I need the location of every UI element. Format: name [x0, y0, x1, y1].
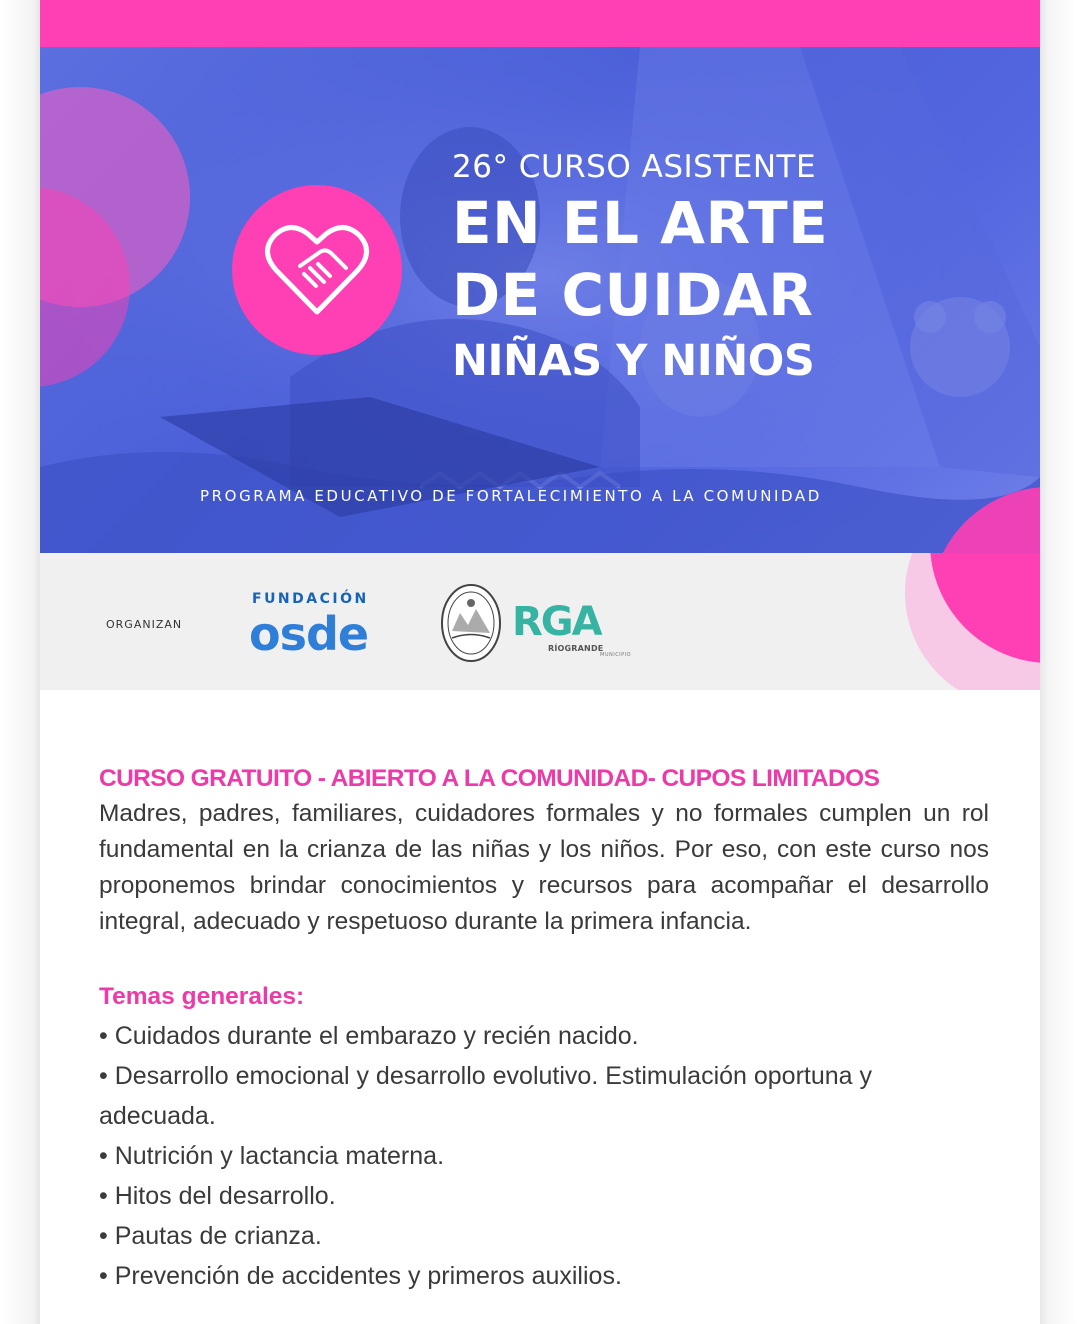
list-item: • Prevención de accidentes y primeros auxilios. — [99, 1256, 989, 1296]
osde-logo: osde — [249, 607, 369, 661]
flyer — [40, 0, 1040, 1324]
municipal-seal-icon — [440, 583, 502, 663]
organizers-band — [40, 553, 1040, 690]
osde-foundation-label: FUNDACIÓN — [252, 591, 369, 607]
heart-logo-circle — [232, 185, 402, 355]
list-item: • Hitos del desarrollo. — [99, 1176, 989, 1216]
topics-list — [99, 1016, 989, 1296]
list-item: • Desarrollo emocional y desarrollo evolutivo. Estimulación oportuna y adecuada. — [99, 1056, 989, 1136]
course-number: 26° CURSO ASISTENTE — [452, 149, 817, 185]
program-subtitle: PROGRAMA EDUCATIVO DE FORTALECIMIENTO A LA COMUNIDAD — [200, 487, 822, 505]
course-intro: Madres, padres, familiares, cuidadores formales y no formales cumplen un rol fundamental en la crianza de las niñas y los niños. Por eso, con este curso nos proponemos brindar conocimientos y recursos para acompañar el desarrollo integral, adecuado y respetuoso durante la primera infancia. — [99, 800, 989, 935]
title-line-3: NIÑAS Y NIÑOS — [452, 336, 815, 386]
heart-handshake-icon — [264, 222, 370, 318]
right-edge — [1040, 0, 1077, 1324]
title-line-1: EN EL ARTE — [452, 189, 829, 257]
rga-logo: RGA — [512, 599, 601, 645]
list-item: • Nutrición y lactancia materna. — [99, 1136, 989, 1176]
left-edge — [0, 0, 40, 1324]
topics-heading: Temas generales: — [99, 983, 305, 1010]
organizers-label: ORGANIZAN — [106, 618, 183, 631]
top-pink-bar — [40, 0, 1040, 47]
list-item: • Cuidados durante el embarazo y recién nacido. — [99, 1016, 989, 1056]
hero-title-block — [452, 147, 872, 391]
title-line-2: DE CUIDAR — [452, 261, 814, 329]
list-item: • Pautas de crianza. — [99, 1216, 989, 1256]
rga-municipio-label: MUNICIPIO — [600, 652, 632, 658]
course-headline: CURSO GRATUITO - ABIERTO A LA COMUNIDAD- CUPOS LIMITADOS — [99, 765, 880, 792]
hero-banner — [40, 47, 1040, 553]
rga-city-label: RÍOGRANDE — [548, 644, 604, 653]
course-description — [99, 762, 989, 1296]
